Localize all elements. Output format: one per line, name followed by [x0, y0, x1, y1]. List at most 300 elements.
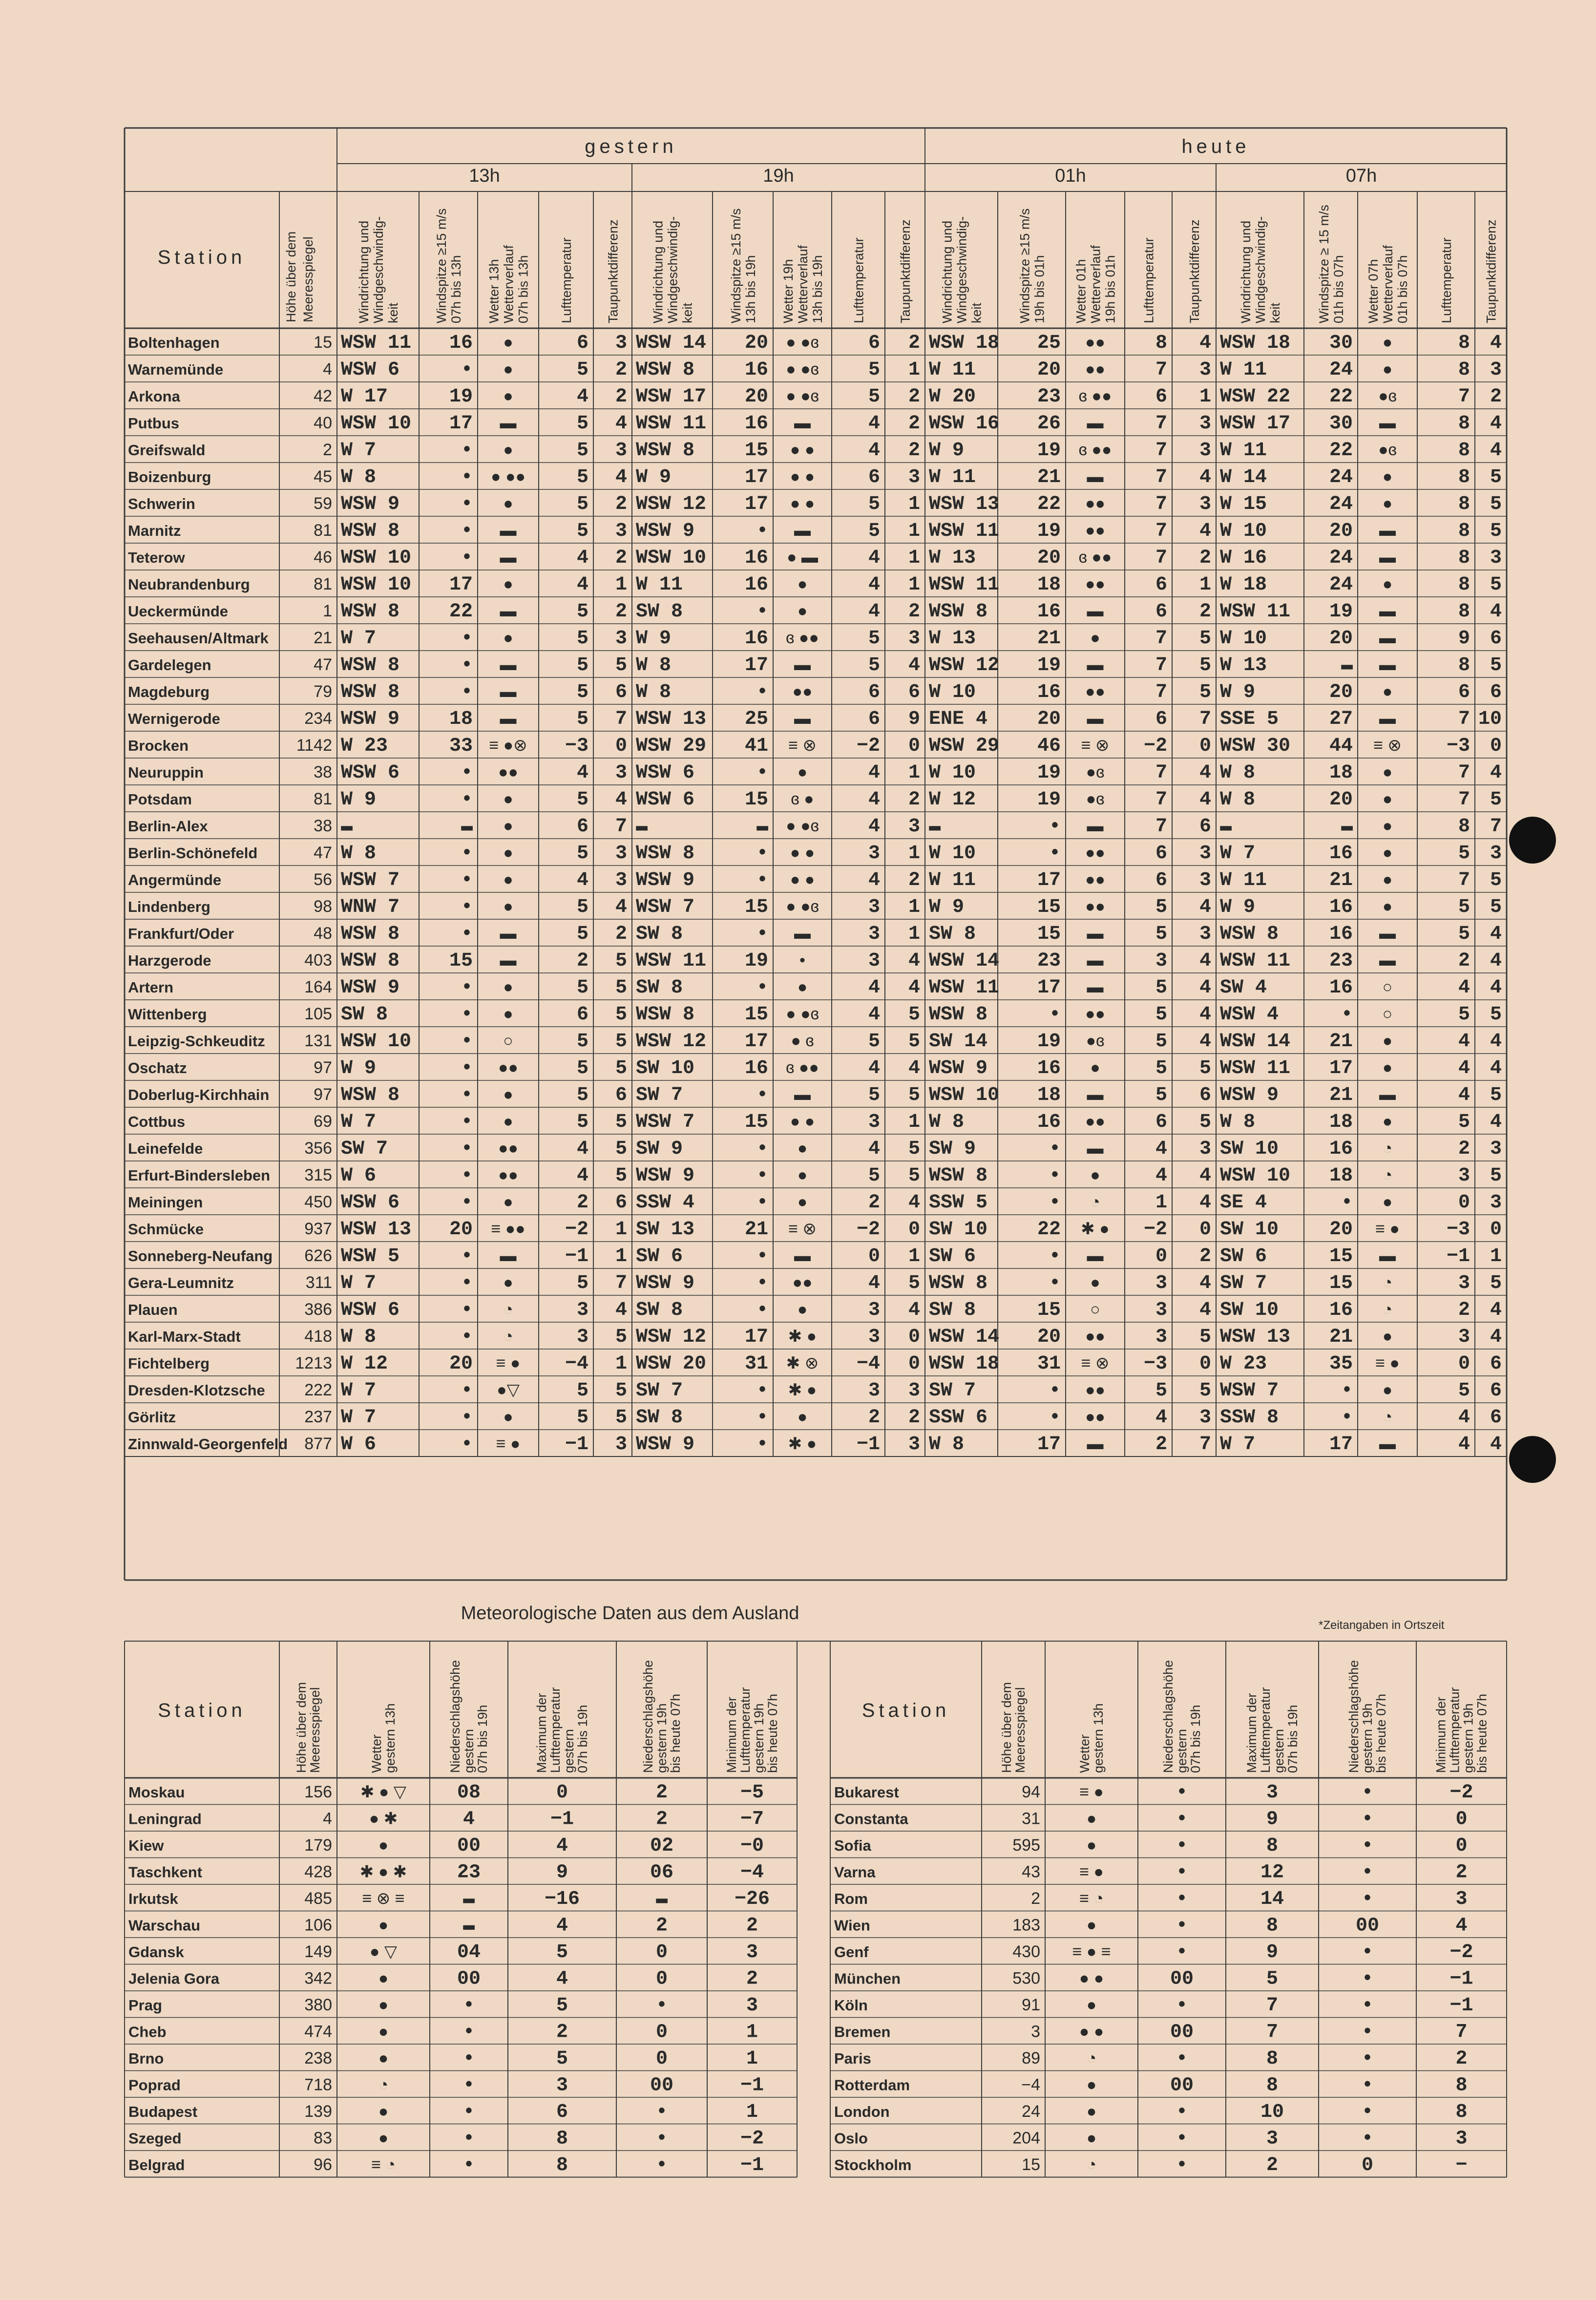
numeric-value: 5: [576, 628, 588, 650]
weather-symbol: ●: [503, 897, 513, 916]
column-header: Wetterverlauf: [1088, 245, 1103, 323]
station-name: Prag: [128, 1997, 162, 2014]
station-name: Stockholm: [834, 2156, 912, 2173]
numeric-value: 8: [1266, 2074, 1279, 2097]
numeric-value: −0: [740, 1835, 764, 1857]
weather-symbol: ● ●●: [490, 467, 526, 486]
numeric-value: 5: [556, 2048, 568, 2070]
numeric-value: 46: [1037, 735, 1061, 757]
numeric-value: 4: [908, 1299, 920, 1321]
numeric-value: 1: [746, 2048, 758, 2070]
numeric-value: •: [462, 2021, 475, 2044]
numeric-value: 6: [1199, 816, 1211, 838]
station-name: Wittenberg: [128, 1006, 207, 1023]
weather-symbol: ▬: [1379, 655, 1396, 674]
station-height: 2: [1031, 1889, 1040, 1908]
numeric-value: 16: [1037, 1057, 1061, 1079]
weather-symbol: ▬: [1379, 1435, 1396, 1453]
station-height: 204: [1012, 2129, 1040, 2148]
numeric-value: 25: [1037, 332, 1061, 354]
numeric-value: •: [461, 1057, 473, 1079]
numeric-value: 4: [556, 1968, 568, 1990]
weather-symbol: ●●: [1085, 897, 1106, 916]
numeric-value: 15: [1037, 1299, 1061, 1321]
weather-symbol: ● ●: [790, 467, 815, 486]
station-height: 356: [304, 1139, 332, 1158]
station-height: 234: [304, 709, 332, 728]
column-header: gestern: [1272, 1729, 1286, 1773]
weather-symbol: ●: [503, 978, 513, 996]
wind-value: WSW 9: [636, 520, 695, 542]
numeric-value: •: [756, 843, 768, 865]
station-name: Gardelegen: [128, 656, 211, 674]
numeric-value: 4: [1455, 1915, 1468, 1937]
numeric-value: 17: [744, 654, 768, 676]
punch-hole-upper: [1509, 817, 1556, 864]
wind-value: W 9: [929, 440, 965, 462]
numeric-value: 3: [1266, 2128, 1279, 2150]
wind-value: WSW 9: [636, 869, 695, 891]
column-header: gestern 19h: [654, 1703, 669, 1773]
station-height: 48: [314, 924, 332, 943]
numeric-value: 3: [615, 332, 627, 354]
numeric-value: 5: [1458, 1380, 1470, 1402]
numeric-value: 0: [908, 1353, 920, 1375]
numeric-value: 2: [868, 1192, 880, 1214]
numeric-value: −1: [565, 1245, 588, 1267]
numeric-value: 0: [1155, 1245, 1167, 1267]
numeric-value: •: [1176, 1861, 1188, 1884]
numeric-value: 30: [1329, 413, 1353, 435]
wind-value: W 7: [341, 1111, 377, 1133]
numeric-value: 5: [1490, 493, 1502, 515]
numeric-value: 24: [1329, 493, 1353, 515]
weather-symbol: ● ●: [790, 844, 815, 862]
numeric-value: 2: [576, 950, 588, 972]
numeric-value: −1: [565, 1434, 588, 1456]
wind-value: WSW 14: [636, 332, 707, 354]
numeric-value: −3: [1143, 1353, 1167, 1375]
numeric-value: 8: [556, 2154, 568, 2176]
numeric-value: 4: [1490, 977, 1502, 999]
numeric-value: •: [461, 1272, 473, 1294]
numeric-value: 6: [1155, 843, 1167, 865]
station-name: London: [834, 2103, 890, 2120]
wind-value: W 23: [341, 735, 388, 757]
numeric-value: 8: [556, 2128, 568, 2150]
numeric-value: 7: [615, 708, 627, 730]
numeric-value: 24: [1329, 359, 1353, 381]
numeric-value: 5: [576, 493, 588, 515]
numeric-value: 7: [1458, 708, 1470, 730]
numeric-value: 5: [576, 681, 588, 703]
wind-value: WSW 6: [636, 789, 695, 811]
weather-symbol: ● ✱: [369, 1809, 398, 1828]
station-height: 42: [314, 387, 332, 405]
numeric-value: 0: [1199, 1353, 1211, 1375]
column-header: gestern 19h: [1360, 1703, 1375, 1773]
numeric-value: 5: [576, 977, 588, 999]
weather-symbol: ≡ ●: [1079, 1783, 1104, 1801]
numeric-value: 15: [1037, 923, 1061, 945]
station-height: 105: [304, 1005, 332, 1023]
column-header: 01h bis 07h: [1331, 255, 1346, 323]
numeric-value: 17: [744, 1326, 768, 1348]
weather-symbol: ● ●ɞ: [786, 387, 819, 405]
weather-symbol: ● ▬: [787, 548, 818, 567]
numeric-value: 19: [449, 386, 473, 408]
wind-value: WSW 13: [636, 708, 707, 730]
weather-symbol: ●: [797, 1166, 808, 1184]
numeric-value: 5: [1490, 1272, 1502, 1294]
column-header: Niederschlagshöhe: [1161, 1660, 1176, 1773]
numeric-value: 3: [615, 843, 627, 865]
wind-value: W 8: [341, 1326, 377, 1348]
numeric-value: 23: [1037, 950, 1061, 972]
numeric-value: 6: [1199, 1084, 1211, 1106]
numeric-value: 4: [576, 1165, 588, 1187]
numeric-value: •: [1176, 2154, 1188, 2176]
wind-value: W 16: [1220, 547, 1267, 569]
column-header: Windgeschwindig-: [665, 216, 680, 323]
numeric-value: −3: [565, 735, 588, 757]
wind-value: W 7: [341, 440, 377, 462]
numeric-value: 5: [576, 440, 588, 462]
numeric-value: •: [1361, 1995, 1374, 2017]
wind-value: WSW 8: [929, 601, 988, 623]
numeric-value: 7: [1155, 359, 1167, 381]
numeric-value: 5: [868, 386, 880, 408]
numeric-value: 16: [744, 359, 768, 381]
weather-symbol: ◔: [1382, 1300, 1393, 1319]
numeric-value: ▬: [1341, 654, 1353, 676]
station-name: Brno: [128, 2050, 164, 2067]
numeric-value: 20: [1037, 547, 1061, 569]
numeric-value: 19: [1329, 601, 1353, 623]
wind-value: WSW 29: [636, 735, 707, 757]
column-header: Wetter 19h: [781, 259, 796, 323]
weather-symbol: ● ●: [790, 494, 815, 513]
numeric-value: 1: [908, 843, 920, 865]
wind-value: SW 8: [636, 977, 683, 999]
wind-value: WSW 8: [341, 520, 400, 542]
weather-symbol: ●: [503, 1193, 513, 1211]
numeric-value: 2: [1455, 2048, 1468, 2070]
numeric-value: 3: [1458, 1272, 1470, 1294]
numeric-value: 3: [868, 1326, 880, 1348]
weather-symbol: ● ▽: [369, 1942, 398, 1961]
numeric-value: 2: [908, 601, 920, 623]
station-height: 315: [304, 1166, 332, 1184]
column-header: Wetter 01h: [1073, 259, 1089, 323]
station-height: 38: [314, 763, 332, 781]
station-height: 56: [314, 870, 332, 889]
weather-symbol: ≡ ◔: [1079, 1889, 1104, 1908]
numeric-value: •: [756, 1299, 768, 1321]
weather-symbol: ●: [503, 333, 513, 352]
numeric-value: 5: [576, 359, 588, 381]
numeric-value: 1: [1199, 386, 1211, 408]
numeric-value: 6: [1155, 1111, 1167, 1133]
numeric-value: 04: [457, 1941, 481, 1963]
numeric-value: 4: [868, 869, 880, 891]
numeric-value: 4: [615, 789, 627, 811]
column-header: 13h bis 19h: [810, 255, 825, 323]
wind-value: SW 8: [636, 1407, 683, 1429]
weather-symbol: ≡ ●: [1375, 1354, 1400, 1372]
weather-symbol: ≡ ⊗ ≡: [362, 1889, 405, 1908]
height-header-line1: Höhe über dem: [284, 231, 298, 322]
numeric-value: 8: [1266, 1835, 1279, 1857]
column-header: 13h bis 19h: [743, 255, 758, 323]
weather-symbol: ●: [503, 817, 513, 835]
numeric-value: 00: [650, 2074, 674, 2097]
numeric-value: •: [1361, 2048, 1374, 2070]
numeric-value: 3: [868, 1111, 880, 1133]
numeric-value: 4: [868, 1004, 880, 1026]
numeric-value: 3: [746, 1995, 758, 2017]
numeric-value: 06: [650, 1861, 674, 1884]
weather-symbol: ◔: [1382, 1166, 1393, 1184]
column-header: Windspitze ≥15 m/s: [1017, 208, 1032, 323]
numeric-value: 17: [1037, 1434, 1061, 1456]
numeric-value: 4: [1458, 1031, 1470, 1053]
numeric-value: 2: [908, 332, 920, 354]
numeric-value: 8: [1458, 601, 1470, 623]
numeric-value: 14: [1260, 1888, 1284, 1910]
weather-symbol: ●●: [1085, 575, 1106, 593]
numeric-value: ▬: [1341, 816, 1353, 838]
numeric-value: 0: [556, 1782, 568, 1804]
numeric-value: 20: [744, 332, 768, 354]
wind-value: ▬: [341, 816, 353, 838]
numeric-value: 6: [556, 2101, 568, 2123]
numeric-value: 5: [576, 843, 588, 865]
numeric-value: 3: [1155, 950, 1167, 972]
numeric-value: •: [1049, 1380, 1061, 1402]
weather-symbol: ●: [1382, 1327, 1393, 1346]
column-header: Meeresspiegel: [308, 1687, 322, 1773]
numeric-value: •: [461, 896, 473, 918]
numeric-value: 18: [1329, 1165, 1353, 1187]
numeric-value: 5: [868, 359, 880, 381]
numeric-value: 5: [1490, 789, 1502, 811]
numeric-value: •: [1049, 1272, 1061, 1294]
numeric-value: 4: [868, 762, 880, 784]
wind-value: SW 8: [636, 601, 683, 623]
numeric-value: 18: [1037, 1084, 1061, 1106]
numeric-value: 4: [868, 547, 880, 569]
numeric-value: 5: [868, 654, 880, 676]
weather-symbol: ○: [1382, 1005, 1393, 1023]
numeric-value: 5: [1490, 654, 1502, 676]
numeric-value: 35: [1329, 1353, 1353, 1375]
numeric-value: 0: [1199, 735, 1211, 757]
numeric-value: 33: [449, 735, 473, 757]
weather-symbol: ▬: [500, 655, 517, 674]
numeric-value: •: [462, 2048, 475, 2070]
numeric-value: •: [461, 681, 473, 703]
numeric-value: 8: [1458, 574, 1470, 596]
numeric-value: 5: [615, 1031, 627, 1053]
numeric-value: 16: [744, 1057, 768, 1079]
numeric-value: 5: [556, 1995, 568, 2017]
numeric-value: 5: [908, 1084, 920, 1106]
numeric-value: 16: [1329, 1138, 1353, 1160]
column-header: Niederschlagshöhe: [641, 1660, 655, 1773]
wind-value: W 9: [1220, 681, 1256, 703]
numeric-value: •: [462, 2154, 475, 2176]
station-height: 106: [304, 1916, 332, 1935]
weather-symbol: ≡ ●: [1079, 1862, 1104, 1881]
numeric-value: 15: [744, 1004, 768, 1026]
numeric-value: 5: [576, 1031, 588, 1053]
weather-symbol: •: [799, 951, 805, 970]
wind-value: W 8: [929, 1111, 965, 1133]
numeric-value: 00: [457, 1968, 481, 1990]
numeric-value: 4: [1199, 1031, 1211, 1053]
weather-symbol: ● ●: [1079, 2022, 1104, 2041]
station-height: 31: [1022, 1809, 1040, 1828]
weather-symbol: ● ●ɞ: [786, 897, 819, 916]
numeric-value: 2: [1266, 2154, 1279, 2176]
weather-symbol: ▬: [1379, 414, 1396, 432]
numeric-value: 5: [1199, 654, 1211, 676]
wind-value: W 23: [1220, 1353, 1267, 1375]
weather-symbol: ≡ ●: [1375, 1220, 1400, 1238]
weather-symbol: ●ɞ: [1086, 763, 1105, 781]
weather-symbol: ●: [378, 2022, 389, 2041]
numeric-value: 4: [1155, 1407, 1167, 1429]
weather-symbol: ▬: [500, 548, 517, 567]
weather-symbol: ● ●ɞ: [786, 1005, 819, 1023]
numeric-value: •: [756, 869, 768, 891]
station-name: Warnemünde: [128, 361, 224, 378]
wind-value: WSW 9: [341, 493, 400, 515]
numeric-value: •: [756, 762, 768, 784]
weather-symbol: ●: [503, 1112, 513, 1131]
weather-symbol: ●●: [1085, 1112, 1106, 1131]
station-name: Rom: [834, 1890, 868, 1907]
numeric-value: 7: [1155, 413, 1167, 435]
numeric-value: 4: [868, 574, 880, 596]
weather-symbol: ●: [1086, 2075, 1097, 2094]
numeric-value: 0: [655, 2021, 668, 2044]
station-height: 89: [1022, 2049, 1040, 2068]
numeric-value: −1: [550, 1808, 574, 1831]
wind-value: SW 6: [636, 1245, 683, 1267]
weather-symbol: ≡ ● ≡: [1072, 1942, 1111, 1961]
numeric-value: 4: [1490, 1326, 1502, 1348]
weather-symbol: ▬: [794, 655, 811, 674]
wind-value: W 7: [1220, 1434, 1256, 1456]
column-header: gestern: [562, 1729, 576, 1773]
weather-symbol: ●: [378, 2129, 389, 2148]
weather-symbol: ●●: [1085, 682, 1106, 701]
numeric-value: 3: [615, 869, 627, 891]
numeric-value: •: [1049, 1138, 1061, 1160]
numeric-value: 7: [1199, 708, 1211, 730]
weather-symbol: ▬: [794, 1085, 811, 1104]
wind-value: WSW 17: [636, 386, 707, 408]
numeric-value: 4: [1199, 466, 1211, 488]
numeric-value: •: [1176, 1782, 1188, 1804]
numeric-value: 1: [908, 923, 920, 945]
station-height: 718: [304, 2075, 332, 2094]
weather-symbol: ▬: [1379, 1246, 1396, 1265]
wind-value: W 8: [1220, 762, 1256, 784]
numeric-value: 7: [1490, 816, 1502, 838]
numeric-value: 5: [615, 1407, 627, 1429]
station-name: Bukarest: [834, 1784, 899, 1801]
wind-value: W 12: [929, 789, 976, 811]
column-header: 07h bis 19h: [1285, 1705, 1300, 1773]
numeric-value: 15: [1037, 896, 1061, 918]
numeric-value: •: [756, 1165, 768, 1187]
group-header-heute: heute: [1181, 136, 1250, 157]
wind-value: WSW 11: [1220, 601, 1291, 623]
numeric-value: 4: [1490, 762, 1502, 784]
numeric-value: 17: [744, 466, 768, 488]
numeric-value: 3: [1199, 413, 1211, 435]
station-name: Greifswald: [128, 442, 206, 459]
numeric-value: 5: [868, 1031, 880, 1053]
wind-value: WSW 14: [929, 950, 1000, 972]
station-name: Angermünde: [128, 871, 222, 888]
numeric-value: −3: [1446, 735, 1470, 757]
weather-symbol: ●●: [498, 1058, 519, 1077]
numeric-value: 20: [1329, 681, 1353, 703]
numeric-value: 4: [1199, 1192, 1211, 1214]
numeric-value: ▬: [461, 816, 473, 838]
weather-symbol: ▬: [1087, 1085, 1104, 1104]
numeric-value: •: [1049, 1165, 1061, 1187]
weather-symbol: ●: [1086, 1809, 1097, 1828]
numeric-value: 5: [1155, 977, 1167, 999]
station-height: 47: [314, 655, 332, 674]
numeric-value: 18: [1329, 762, 1353, 784]
wind-value: WSW 18: [929, 332, 1000, 354]
numeric-value: 4: [576, 1138, 588, 1160]
wind-value: SW 14: [929, 1031, 988, 1053]
station-height: 45: [314, 467, 332, 486]
station-name: Frankfurt/Oder: [128, 925, 234, 942]
column-header: Taupunktdifferenz: [606, 219, 621, 323]
numeric-value: 1: [908, 493, 920, 515]
wind-value: WSW 6: [636, 762, 695, 784]
numeric-value: 15: [1329, 1272, 1353, 1294]
numeric-value: 0: [908, 1326, 920, 1348]
wind-value: WSW 9: [636, 1165, 695, 1187]
station-name: Magdeburg: [128, 683, 210, 700]
numeric-value: •: [756, 1192, 768, 1214]
weather-symbol: ●: [797, 1408, 808, 1426]
station-height: 97: [314, 1058, 332, 1077]
numeric-value: •: [756, 601, 768, 623]
numeric-value: •: [461, 1380, 473, 1402]
numeric-value: •: [1176, 2128, 1188, 2150]
station-height: 79: [314, 682, 332, 701]
numeric-value: 18: [449, 708, 473, 730]
numeric-value: •: [461, 762, 473, 784]
numeric-value: 4: [1490, 923, 1502, 945]
weather-symbol: ✱ ●: [788, 1381, 817, 1399]
numeric-value: 16: [449, 332, 473, 354]
station-name: Ueckermünde: [128, 603, 229, 620]
weather-symbol: ●: [503, 387, 513, 405]
station-height: 21: [314, 629, 332, 647]
numeric-value: 3: [1490, 843, 1502, 865]
